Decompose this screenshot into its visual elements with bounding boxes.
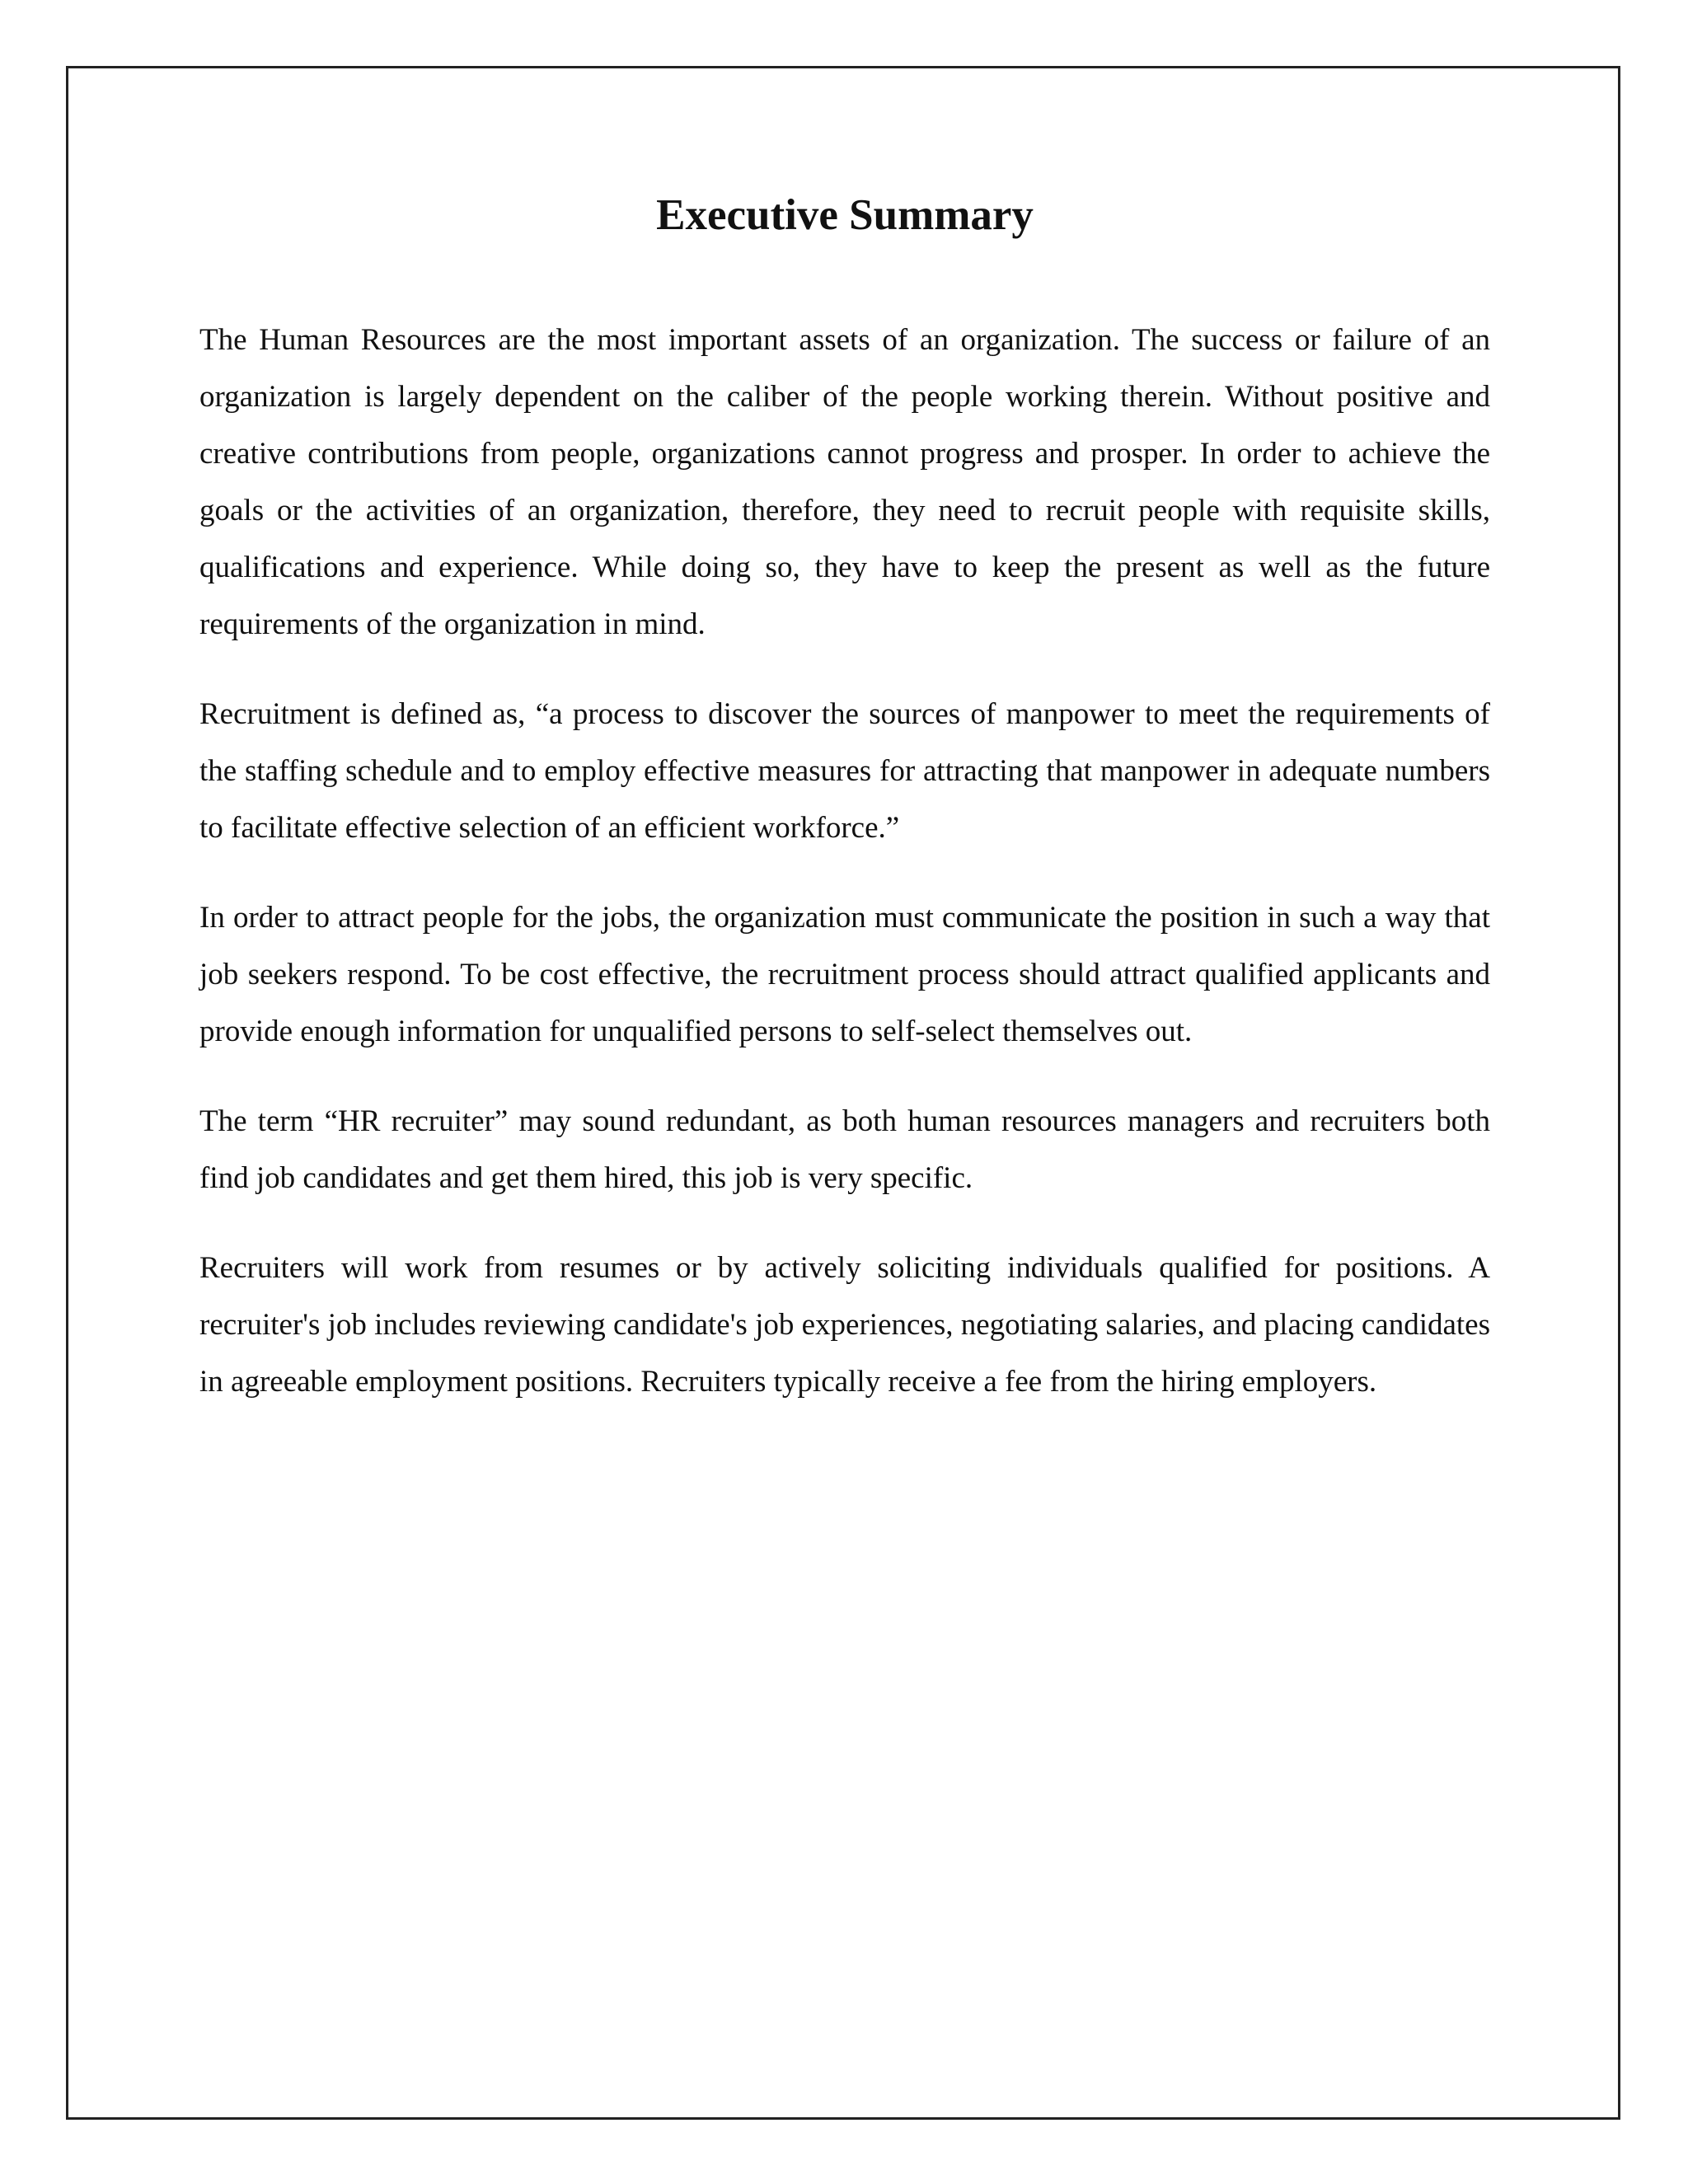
page-title: Executive Summary <box>656 191 1034 239</box>
paragraph-hr-recruiter: The term “HR recruiter” may sound redundant, as both human resources managers and recruiters both find job candidates and get them hired, this job is very specific. <box>199 1104 1490 1195</box>
document-body <box>199 190 1490 1443</box>
paragraph-recruitment-definition: Recruitment is defined as, “a process to discover the sources of manpower to meet the requirements of the staffing schedule and to employ effective measures for attracting that manpower in adequate numbers to facilitate effective selection of an efficient workforce.” <box>199 696 1490 845</box>
paragraph-recruiters-work: Recruiters will work from resumes or by actively soliciting individuals qualified for positions. A recruiter's job includes reviewing candidate's job experiences, negotiating salaries, and placing candidates in agreeable employment positions. Recruiters typically receive a fee from the hiring employers. <box>199 1250 1490 1399</box>
paragraph-intro: The Human Resources are the most important assets of an organization. The success or failure of an organization is largely dependent on the caliber of the people working therein. Without positive and creative contributions from people, organizations cannot progress and prosper. In order to achieve the goals or the activities of an organization, therefore, they need to recruit people with requisite skills, qualifications and experience. While doing so, they have to keep the present as well as the future requirements of the organization in mind. <box>199 322 1490 641</box>
paragraph-attract-people: In order to attract people for the jobs, the organization must communicate the position in such a way that job seekers respond. To be cost effective, the recruitment process should attract qualified applicants and provide enough information for unqualified persons to self-select themselves out. <box>199 900 1490 1048</box>
